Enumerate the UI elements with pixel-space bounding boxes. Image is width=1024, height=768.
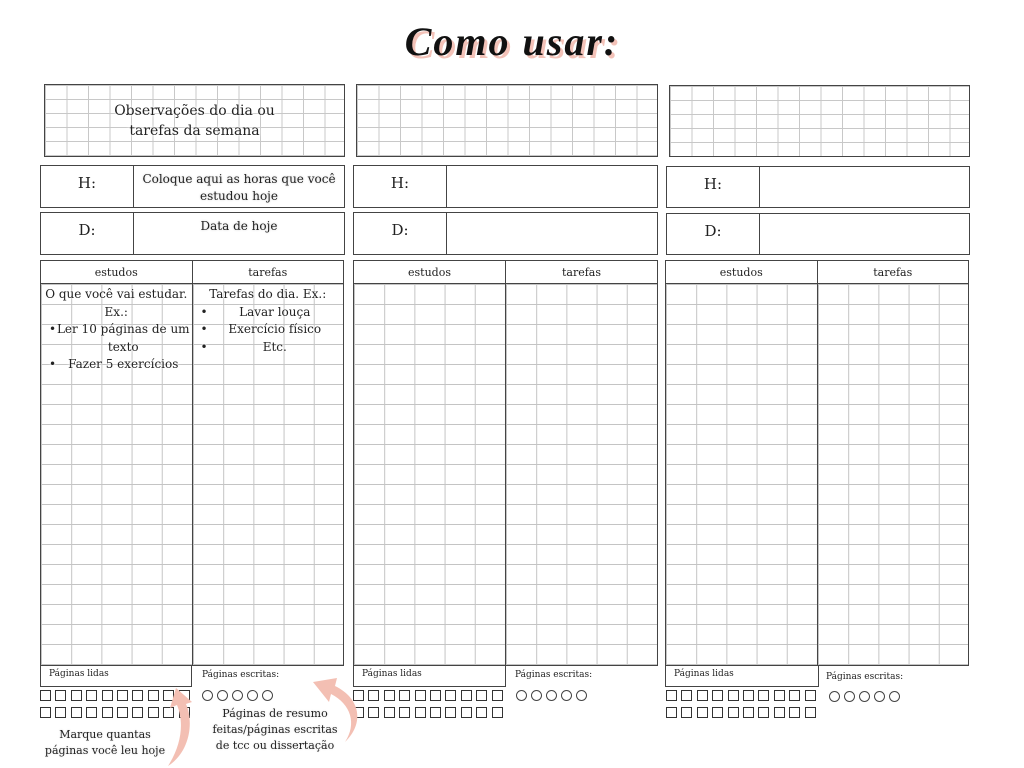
estudos-area[interactable] <box>666 284 817 665</box>
hours-value[interactable] <box>447 166 657 207</box>
hours-field-2[interactable] <box>353 165 658 208</box>
notes-box-2[interactable] <box>356 84 658 157</box>
checkbox[interactable] <box>415 690 426 701</box>
checkbox[interactable] <box>55 707 66 718</box>
written-circles-1 <box>202 690 273 701</box>
estudos-example <box>41 286 192 374</box>
checkbox[interactable] <box>102 690 113 701</box>
tarefas-area[interactable] <box>818 284 969 665</box>
read-checkboxes-3 <box>666 690 816 718</box>
checkbox[interactable] <box>40 690 51 701</box>
tarefas-column <box>192 261 344 665</box>
checkbox[interactable] <box>476 690 487 701</box>
read-hint-line: páginas você leu hoje <box>44 744 166 757</box>
tarefas-line: Tarefas do dia. Ex.: <box>209 287 327 301</box>
checkbox[interactable] <box>55 690 66 701</box>
circle-checkbox[interactable] <box>232 690 243 701</box>
estudos-header: estudos <box>41 261 192 284</box>
checkbox[interactable] <box>681 707 692 718</box>
paginas-escritas-label-3: Páginas escritas: <box>826 672 904 682</box>
written-hint-line: de tcc ou dissertação <box>215 739 335 752</box>
circle-checkbox[interactable] <box>829 691 840 702</box>
date-label: D: <box>667 214 760 254</box>
written-hint-line: Páginas de resumo <box>222 707 328 720</box>
estudos-line: O que você vai estudar. <box>45 287 188 301</box>
circle-checkbox[interactable] <box>874 691 885 702</box>
notes-box-1[interactable] <box>44 84 345 157</box>
circle-checkbox[interactable] <box>889 691 900 702</box>
checkbox[interactable] <box>789 690 800 701</box>
checkbox[interactable] <box>71 690 82 701</box>
estudos-bullet: • Ler 10 páginas de um texto <box>41 321 192 356</box>
checkbox[interactable] <box>728 690 739 701</box>
checkbox[interactable] <box>399 707 410 718</box>
checkbox[interactable] <box>697 707 708 718</box>
checkbox[interactable] <box>743 707 754 718</box>
paginas-lidas-label: Páginas lidas <box>362 669 422 679</box>
arrow-icon <box>160 682 210 768</box>
checkbox[interactable] <box>368 690 379 701</box>
estudos-area[interactable] <box>354 284 505 665</box>
date-value[interactable] <box>447 213 657 254</box>
read-hint <box>30 727 180 759</box>
estudos-column <box>354 261 505 665</box>
hours-label: H: <box>667 167 760 207</box>
hours-field-1[interactable] <box>40 165 345 208</box>
checkbox[interactable] <box>492 690 503 701</box>
estudos-header: estudos <box>666 261 817 284</box>
checkbox[interactable] <box>743 690 754 701</box>
checkbox[interactable] <box>666 707 677 718</box>
notes-box-3[interactable] <box>669 85 970 157</box>
checkbox[interactable] <box>430 707 441 718</box>
circle-checkbox[interactable] <box>247 690 258 701</box>
paginas-lidas-label: Páginas lidas <box>49 669 109 679</box>
circle-checkbox[interactable] <box>561 690 572 701</box>
tarefas-column <box>505 261 657 665</box>
notes-hint <box>45 101 344 141</box>
circle-checkbox[interactable] <box>576 690 587 701</box>
circle-checkbox[interactable] <box>217 690 228 701</box>
checkbox[interactable] <box>805 690 816 701</box>
checkbox[interactable] <box>758 690 769 701</box>
tarefas-header: tarefas <box>818 261 969 284</box>
checkbox[interactable] <box>697 690 708 701</box>
tarefas-area[interactable] <box>506 284 657 665</box>
checkbox[interactable] <box>148 707 159 718</box>
checkbox[interactable] <box>148 690 159 701</box>
checkbox[interactable] <box>368 707 379 718</box>
checkbox[interactable] <box>117 690 128 701</box>
estudos-line: Ex.: <box>104 304 128 319</box>
hours-label: H: <box>41 166 134 207</box>
notes-hint-line-1: Observações do dia ou <box>114 103 275 119</box>
estudos-area[interactable] <box>41 284 192 665</box>
estudos-header: estudos <box>354 261 505 284</box>
checkbox[interactable] <box>728 707 739 718</box>
circle-checkbox[interactable] <box>859 691 870 702</box>
page-title: Como usar: <box>404 19 620 64</box>
checkbox[interactable] <box>492 707 503 718</box>
circle-checkbox[interactable] <box>844 691 855 702</box>
paginas-escritas-label-2: Páginas escritas: <box>515 670 593 680</box>
date-label: D: <box>41 213 134 254</box>
written-circles-2 <box>516 690 587 701</box>
tarefas-area[interactable] <box>193 284 344 665</box>
checkbox[interactable] <box>445 690 456 701</box>
tarefas-example <box>193 286 344 356</box>
tarefas-header: tarefas <box>506 261 657 284</box>
checkbox[interactable] <box>86 690 97 701</box>
hours-label: H: <box>354 166 447 207</box>
checkbox[interactable] <box>805 707 816 718</box>
checkbox[interactable] <box>415 707 426 718</box>
hours-field-3[interactable] <box>666 166 970 208</box>
tarefas-header: tarefas <box>193 261 344 284</box>
checkbox[interactable] <box>132 690 143 701</box>
circle-checkbox[interactable] <box>516 690 527 701</box>
checkbox[interactable] <box>40 707 51 718</box>
checkbox[interactable] <box>774 690 785 701</box>
checkbox[interactable] <box>712 707 723 718</box>
date-field-3[interactable] <box>666 213 970 255</box>
checkbox[interactable] <box>132 707 143 718</box>
circle-checkbox[interactable] <box>546 690 557 701</box>
estudos-column <box>41 261 192 665</box>
date-value[interactable]: Data de hoje <box>200 219 278 233</box>
read-checkboxes-2 <box>353 690 503 718</box>
checkbox[interactable] <box>384 707 395 718</box>
checkbox[interactable] <box>789 707 800 718</box>
planner-table-3 <box>665 260 969 666</box>
paginas-lidas-box-3 <box>665 665 819 687</box>
checkbox[interactable] <box>774 707 785 718</box>
checkbox[interactable] <box>117 707 128 718</box>
checkbox[interactable] <box>461 690 472 701</box>
estudos-bullet: • Fazer 5 exercícios <box>41 356 192 374</box>
date-value[interactable] <box>760 214 969 254</box>
written-hint-line: feitas/páginas escritas <box>212 723 338 736</box>
paginas-escritas-label-1: Páginas escritas: <box>202 670 280 680</box>
hours-value[interactable] <box>760 167 969 207</box>
tarefas-bullet: • Etc. <box>193 339 344 357</box>
checkbox[interactable] <box>384 690 395 701</box>
checkbox[interactable] <box>712 690 723 701</box>
checkbox[interactable] <box>681 690 692 701</box>
paginas-lidas-label: Páginas lidas <box>674 669 734 679</box>
estudos-column <box>666 261 817 665</box>
hours-value[interactable]: Coloque aqui as horas que você estudou hoje <box>142 172 336 203</box>
written-circles-3 <box>829 691 900 702</box>
checkbox[interactable] <box>399 690 410 701</box>
date-field-2[interactable] <box>353 212 658 255</box>
circle-checkbox[interactable] <box>262 690 273 701</box>
read-hint-line: Marque quantas <box>59 728 151 741</box>
circle-checkbox[interactable] <box>531 690 542 701</box>
notes-hint-line-2: tarefas da semana <box>129 123 260 139</box>
date-label: D: <box>354 213 447 254</box>
checkbox[interactable] <box>758 707 769 718</box>
checkbox[interactable] <box>102 707 113 718</box>
tarefas-bullet: • Exercício físico <box>193 321 344 339</box>
checkbox[interactable] <box>476 707 487 718</box>
checkbox[interactable] <box>666 690 677 701</box>
checkbox[interactable] <box>445 707 456 718</box>
tarefas-column <box>817 261 969 665</box>
tarefas-bullet: • Lavar louça <box>193 304 344 322</box>
arrow-icon <box>305 668 370 744</box>
checkbox[interactable] <box>71 707 82 718</box>
planner-table-1 <box>40 260 344 666</box>
planner-table-2 <box>353 260 658 666</box>
paginas-lidas-box-2 <box>353 665 506 687</box>
checkbox[interactable] <box>430 690 441 701</box>
checkbox[interactable] <box>86 707 97 718</box>
date-field-1[interactable] <box>40 212 345 255</box>
checkbox[interactable] <box>461 707 472 718</box>
